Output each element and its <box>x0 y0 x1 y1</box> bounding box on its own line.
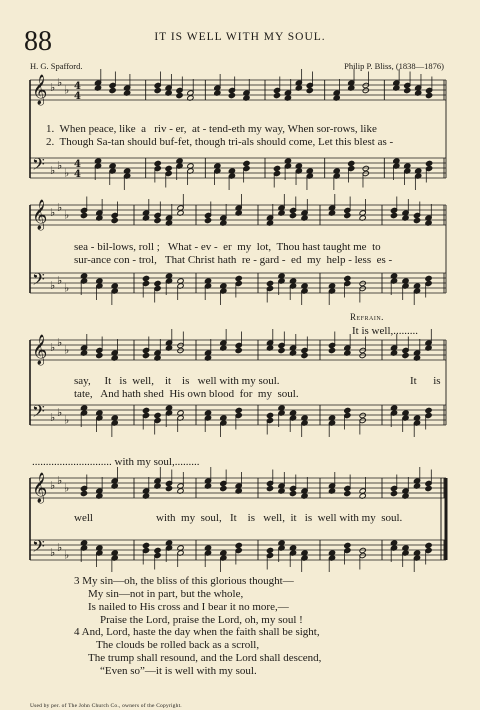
flat-icon: ♭ <box>64 281 70 295</box>
flat-icon: ♭ <box>64 208 70 222</box>
note-head <box>220 485 227 491</box>
bass-clef-icon: 𝄢 <box>32 536 45 560</box>
verse3-line3: Is nailed to His cross and I bear it no more,— <box>88 601 289 613</box>
hymn-title: IT IS WELL WITH MY SOUL. <box>154 31 326 43</box>
note-head <box>235 275 242 281</box>
time-signature: 4 <box>74 81 81 92</box>
verse3-line2: My sin—not in part, but the whole, <box>88 588 244 600</box>
composer-credit: Philip P. Bliss, (1838—1876) <box>344 61 444 71</box>
treble-clef-icon: 𝄞 <box>32 335 48 365</box>
note-head <box>404 87 411 93</box>
bass-clef-icon: 𝄢 <box>32 401 45 425</box>
note-head <box>266 485 273 491</box>
lyric-line-verse2-system3: tate, And hath shed His own blood for my soul. <box>74 388 299 400</box>
note-head <box>177 347 184 353</box>
verse4-line4: “Even so”—it is well with my soul. <box>100 665 257 677</box>
note-head <box>289 212 296 218</box>
note-head <box>344 542 351 548</box>
flat-icon: ♭ <box>57 541 63 554</box>
note-head <box>425 542 432 548</box>
note-head <box>402 352 409 358</box>
flat-icon: ♭ <box>50 279 56 292</box>
lyric-line-verse2-system1: 2. Though Sa-tan should buf-fet, though tri-als should come, Let this blest as - <box>46 136 394 148</box>
flat-icon: ♭ <box>64 166 70 180</box>
note-head <box>235 542 242 548</box>
lyric-line-verse1-system3: say, It is well, it is well with my soul. <box>74 375 280 387</box>
flat-icon: ♭ <box>57 274 63 287</box>
note-head <box>80 490 87 496</box>
note-head <box>289 490 296 496</box>
flat-icon: ♭ <box>50 341 56 354</box>
note-head <box>425 275 432 281</box>
note-head <box>142 407 149 413</box>
copyright-footer: Used by per. of The John Church Co., owners of the Copyright. <box>30 703 182 709</box>
time-signature: 4 <box>74 159 81 170</box>
note-head <box>390 212 397 218</box>
verse3-line4: Praise the Lord, praise the Lord, oh, my soul ! <box>100 614 303 626</box>
treble-clef-icon: 𝄞 <box>32 200 48 230</box>
note-head <box>359 280 366 286</box>
note-head <box>344 275 351 281</box>
note-head <box>426 160 433 166</box>
note-head <box>235 347 242 353</box>
refrain-pickup: ............................. with my soul,......... <box>32 456 200 468</box>
note-head <box>204 217 211 223</box>
note-head <box>278 347 285 353</box>
flat-icon: ♭ <box>50 81 56 94</box>
flat-icon: ♭ <box>64 413 70 427</box>
note-head <box>165 165 172 171</box>
flat-icon: ♭ <box>57 336 63 349</box>
note-head <box>154 547 161 553</box>
lyricist-credit: H. G. Spafford. <box>30 61 83 71</box>
note-head <box>344 212 351 218</box>
flat-icon: ♭ <box>64 548 70 562</box>
note-head <box>154 412 161 418</box>
note-head <box>228 92 235 98</box>
note-head <box>359 412 366 418</box>
note-head <box>154 280 161 286</box>
verse4-line1: 4 And, Lord, haste the day when the faith shall be sight, <box>74 626 320 638</box>
lyric-line-verse1-system1: 1. When peace, like a riv - er, at - tend-eth my way, When sor-rows, like <box>46 123 377 135</box>
note-head <box>344 490 351 496</box>
flat-icon: ♭ <box>50 411 56 424</box>
note-head <box>362 87 369 93</box>
flat-icon: ♭ <box>50 546 56 559</box>
flat-icon: ♭ <box>57 406 63 419</box>
lyric-line-verse1-system2: sea - bil-lows, roll ; What - ev - er my lot, Thou hast taught me to <box>74 241 381 253</box>
note-head <box>154 217 161 223</box>
note-head <box>301 352 308 358</box>
note-head <box>235 407 242 413</box>
note-head <box>111 217 118 223</box>
note-head <box>154 87 161 93</box>
flat-icon: ♭ <box>50 206 56 219</box>
verse4-line2: The clouds be rolled back as a scroll, <box>96 639 260 651</box>
note-head <box>348 160 355 166</box>
refrain-label: Refrain. <box>350 312 384 322</box>
flat-icon: ♭ <box>57 201 63 214</box>
flat-icon: ♭ <box>64 83 70 97</box>
refrain-lead-in: It is well,......... <box>352 325 418 337</box>
lyric-line-verse2-system2: sur-ance con - trol, That Christ hath re - gard - ed my help - less es - <box>74 254 393 266</box>
note-head <box>176 92 183 98</box>
note-head <box>273 165 280 171</box>
note-head <box>80 212 87 218</box>
note-head <box>362 165 369 171</box>
flat-icon: ♭ <box>50 164 56 177</box>
note-head <box>142 352 149 358</box>
note-head <box>413 217 420 223</box>
flat-icon: ♭ <box>64 343 70 357</box>
flat-icon: ♭ <box>50 479 56 492</box>
verse3-line1: 3 My sin—oh, the bliss of this glorious thought— <box>74 575 294 587</box>
note-head <box>142 542 149 548</box>
note-head <box>328 347 335 353</box>
note-head <box>426 92 433 98</box>
note-head <box>425 407 432 413</box>
flat-icon: ♭ <box>57 76 63 89</box>
treble-clef-icon: 𝄞 <box>32 75 48 105</box>
hymn-number: 88 <box>24 26 52 57</box>
time-signature: 4 <box>74 169 81 180</box>
note-head <box>359 352 366 358</box>
note-head <box>390 490 397 496</box>
bass-clef-icon: 𝄢 <box>32 154 45 178</box>
time-signature: 4 <box>74 91 81 102</box>
lyric-line-system4-start: well <box>74 512 93 524</box>
note-head <box>165 485 172 491</box>
note-head <box>359 547 366 553</box>
note-head <box>266 280 273 286</box>
note-head <box>425 485 432 491</box>
flat-icon: ♭ <box>57 159 63 172</box>
bass-clef-icon: 𝄢 <box>32 269 45 293</box>
note-head <box>273 92 280 98</box>
note-head <box>266 547 273 553</box>
flat-icon: ♭ <box>57 474 63 487</box>
note-head <box>154 160 161 166</box>
flat-icon: ♭ <box>64 481 70 495</box>
note-head <box>96 352 103 358</box>
note-head <box>109 87 116 93</box>
refrain-response: It is <box>410 375 441 387</box>
lyric-line-system4: with my soul, It is well, it is well with my soul. <box>156 512 403 524</box>
verse4-line3: The trump shall resound, and the Lord shall descend, <box>88 652 322 664</box>
note-head <box>266 412 273 418</box>
note-head <box>142 275 149 281</box>
treble-clef-icon: 𝄞 <box>32 473 48 503</box>
note-head <box>344 407 351 413</box>
note-head <box>306 87 313 93</box>
note-head <box>243 160 250 166</box>
